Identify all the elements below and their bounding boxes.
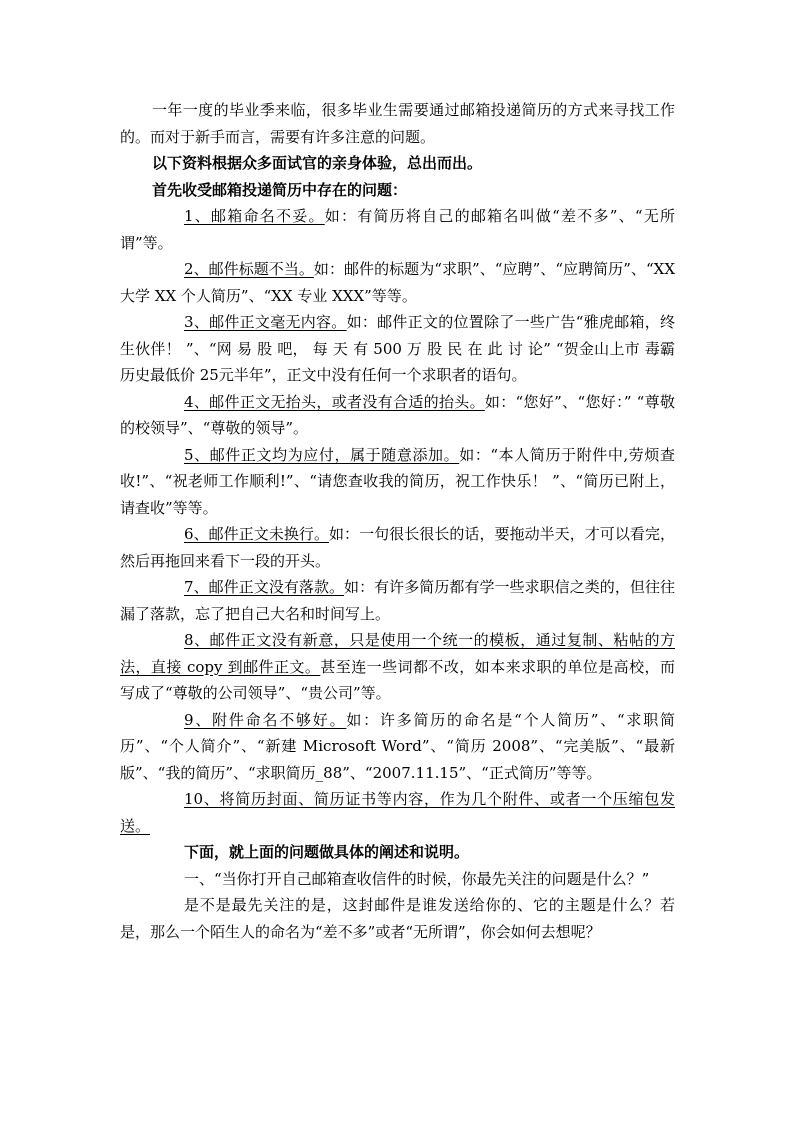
intro-paragraph: 一年一度的毕业季来临，很多毕业生需要通过邮箱投递简历的方式来寻找工作的。而对于新手而言，需要有许多注意的问题。 (120, 101, 675, 146)
list-item (120, 256, 675, 309)
item-title: 5、邮件正文均为应付，属于随意添加。 (184, 445, 460, 464)
item-title: 9、附件命名不够好。 (184, 710, 347, 729)
item-title: 4、邮件正文无抬头，或者没有合适的抬头。 (184, 392, 485, 411)
item-title: 2、邮件标题不当。 (184, 260, 314, 278)
answer-paragraph: 是不是最先关注的是，这封邮件是谁发送给你的、它的主题是什么？若是，那么一个陌生人的命名为“差不多”或者“无所谓”，你会如何去想呢？ (120, 896, 675, 941)
list-item (120, 203, 675, 256)
item-title: 10、将简历封面、简历证书等内容，作为几个附件、或者一个压缩包发送。 (120, 790, 675, 835)
item-title: 6、邮件正文未换行。 (184, 525, 329, 543)
list-item (120, 707, 675, 787)
item-text: 甚至连一些词都不改，如本来求职的单位是高校，而写成了“尊敬的公司领导”、“贵公司”等。 (120, 657, 675, 702)
list-item (120, 627, 675, 707)
list-item (120, 309, 675, 389)
list-item (120, 574, 675, 627)
item-text: 如：“您好”、“您好：” “尊敬的校领导”、“尊敬的领导”。 (120, 392, 675, 437)
item-text: 如：邮件正文的位置除了一些广告“雅虎邮箱，终生伙伴！ ”、“网 易 股 吧， 每 天 有 500 万 股 民 在 此 讨 论” “贺金山上市 毒霸历史最低价 25元半年”，正文中没有任何一个求职者的语句。 (120, 313, 676, 384)
item-title: 3、邮件正文毫无内容。 (184, 313, 347, 331)
list-item (120, 786, 675, 839)
list-item (120, 521, 675, 574)
source-note: 以下资料根据众多面试官的亲身体验，总出而出。 (152, 154, 483, 172)
item-title: 7、邮件正文没有落款。 (184, 578, 345, 596)
explanation-heading: 下面，就上面的问题做具体的阐述和说明。 (184, 843, 470, 861)
question-paragraph: 一、“当你打开自己邮箱查收信件的时候，你最先关注的问题是什么？” (184, 869, 650, 888)
item-title: 8、邮件正文没有新意，只是使用一个统一的模板，通过复制、粘帖的方法，直接 copy 到邮件正文。 (120, 631, 675, 676)
item-title: 1、邮箱命名不妥。 (184, 207, 325, 225)
list-item (120, 389, 675, 442)
item-text: 如：有简历将自己的邮箱名叫做“差不多”、“无所谓”等。 (120, 207, 676, 252)
item-text: 如：邮件的标题为“求职”、“应聘”、“应聘简历”、“XX 大学 XX 个人简历”、“XX 专业 XXX”等等。 (120, 260, 675, 305)
problems-heading: 首先收受邮箱投递简历中存在的问题： (152, 180, 408, 199)
item-text: 如：一句很长很长的话，要拖动半天，才可以看完，然后再拖回来看下一段的开头。 (120, 525, 675, 570)
document-page (120, 97, 675, 945)
list-item (120, 442, 675, 522)
item-text: 如：许多简历的命名是“个人简历”、“求职简历”、“个人简介”、“新建 Microsoft Word”、“简历 2008”、“完美版”、“最新版”、“我的简历”、“求职简历_88”、“2007.11.15”、“正式简历”等等。 (120, 710, 675, 782)
item-text: 如：有许多简历都有学一些求职信之类的，但往往漏了落款，忘了把自己大名和时间写上。 (120, 578, 675, 623)
item-text: 如：“本人简历于附件中,劳烦查收!”、“祝老师工作顺利!”、“请您查收我的简历，祝工作快乐！ ”、“简历已附上，请查收”等等。 (120, 445, 675, 517)
